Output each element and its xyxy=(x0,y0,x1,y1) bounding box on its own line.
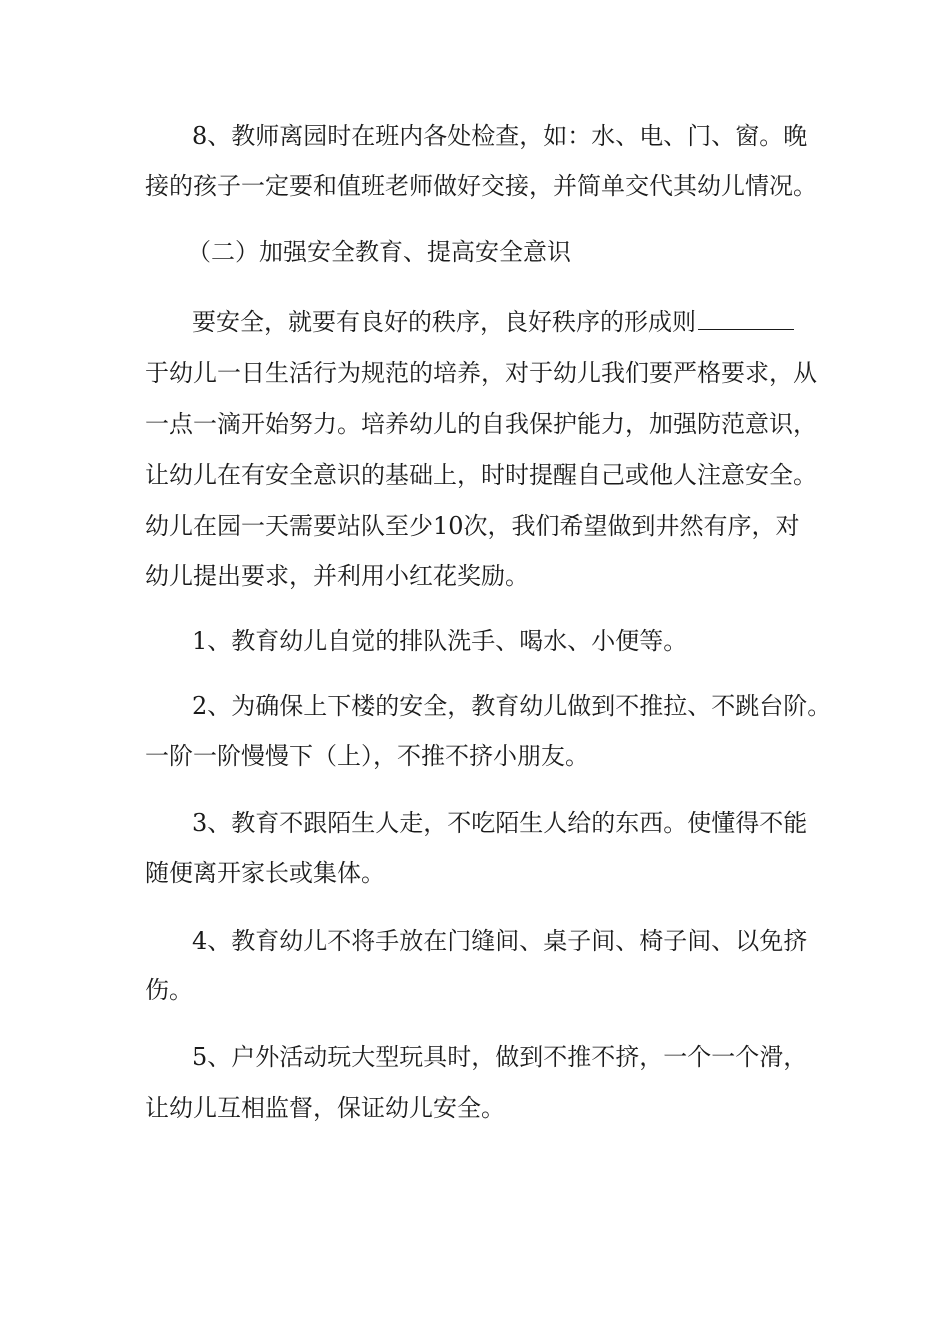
paragraph-8-line-2: 接的孩子一定要和值班老师做好交接，并简单交代其幼儿情况。 xyxy=(145,172,817,200)
paragraph-intro-line-2: 于幼儿一日生活行为规范的培养，对于幼儿我们要严格要求，从 xyxy=(145,359,817,387)
list-item-2-line-2: 一阶一阶慢慢下（上），不推不挤小朋友。 xyxy=(145,742,589,770)
paragraph-intro-line-4: 让幼儿在有安全意识的基础上，时时提醒自己或他人注意安全。 xyxy=(145,461,817,489)
section-heading: （二）加强安全教育、提高安全意识 xyxy=(187,238,571,266)
paragraph-intro-line-3: 一点一滴开始努力。培养幼儿的自我保护能力，加强防范意识， xyxy=(145,410,817,438)
paragraph-8-line-1: 8、教师离园时在班内各处检查，如：水、电、门、窗。晚 xyxy=(192,122,808,150)
list-item-5-line-2: 让幼儿互相监督，保证幼儿安全。 xyxy=(145,1094,505,1122)
paragraph-intro-line-6: 幼儿提出要求，并利用小红花奖励。 xyxy=(145,562,529,590)
list-item-4-line-1: 4、教育幼儿不将手放在门缝间、桌子间、椅子间、以免挤 xyxy=(192,927,808,955)
list-item-3-line-1: 3、教育不跟陌生人走，不吃陌生人给的东西。使懂得不能 xyxy=(192,809,808,837)
paragraph-intro-line-5: 幼儿在园一天需要站队至少10次，我们希望做到井然有序，对 xyxy=(145,512,800,540)
list-item-1: 1、教育幼儿自觉的排队洗手、喝水、小便等。 xyxy=(192,627,688,655)
list-item-3-line-2: 随便离开家长或集体。 xyxy=(145,859,385,887)
list-item-4-line-2: 伤。 xyxy=(145,976,193,1004)
list-item-2-line-1: 2、为确保上下楼的安全，教育幼儿做到不推拉、不跳台阶。 xyxy=(192,692,832,720)
fill-in-blank xyxy=(698,309,794,330)
paragraph-intro-line-1 xyxy=(192,307,862,337)
paragraph-intro-line-1-text: 要安全，就要有良好的秩序，良好秩序的形成则 xyxy=(192,308,696,336)
list-item-5-line-1: 5、户外活动玩大型玩具时，做到不推不挤，一个一个滑， xyxy=(192,1043,808,1071)
